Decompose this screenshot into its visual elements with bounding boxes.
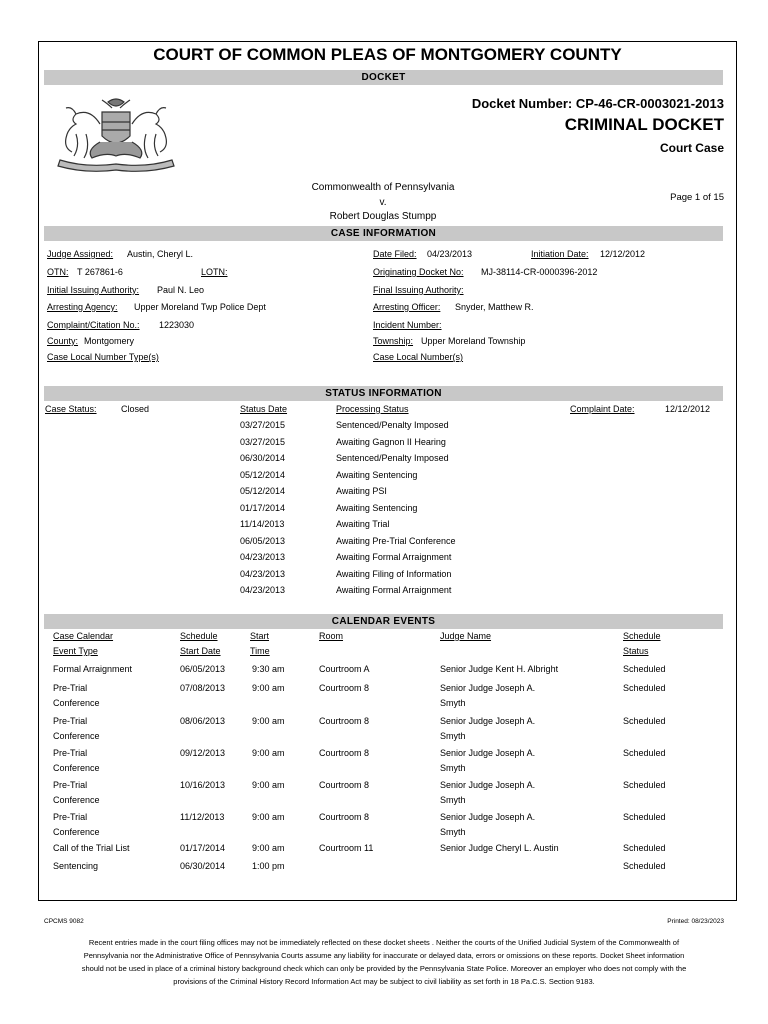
- form-id: CPCMS 9082: [44, 918, 84, 925]
- schedule-start-date: 06/30/2014: [180, 861, 226, 871]
- incident-number-label: Incident Number:: [373, 320, 442, 330]
- township-label: Township:: [373, 336, 414, 346]
- processing-status: Awaiting Sentencing: [336, 502, 418, 513]
- room: Courtroom A: [319, 664, 370, 674]
- judge-name: Senior Judge Joseph A.: [440, 812, 536, 822]
- header-start-1: Start: [250, 631, 270, 641]
- arresting-agency-label: Arresting Agency:: [47, 302, 118, 312]
- judge-name-continued: Smyth: [440, 698, 466, 708]
- start-time: 9:00 am: [252, 780, 285, 790]
- local-numbers-label: Case Local Number(s): [373, 352, 464, 362]
- event-type: Pre-Trial: [53, 716, 88, 726]
- judge-name: Senior Judge Joseph A.: [440, 716, 536, 726]
- disclaimer: Recent entries made in the court filing offices may not be immediately reflected on these docket sheets . Neither the courts of the Unified Judicial System of the Commonwealth of Pennsylvania nor the Administrative Office of Pennsylvania Courts assume any liability for inaccurate or delayed data, errors or omissions on these reports. Docket Sheet information should not be used in place of a criminal history background check which can only be provided by the Pennsylvania State Police. Moreover an employer who does not comply with the provisions of the Criminal History Record Information Act may be subject to civil liability as set forth in 18 Pa.C.S. Section 9183.: [81, 938, 687, 986]
- case-status-value: Closed: [121, 404, 150, 414]
- event-type-continued: Conference: [53, 827, 100, 837]
- arresting-agency-value: Upper Moreland Twp Police Dept: [134, 302, 266, 312]
- lotn-label: LOTN:: [201, 267, 228, 277]
- judge-name: Senior Judge Joseph A.: [440, 748, 536, 758]
- complaint-value: 1223030: [159, 320, 195, 330]
- header-status-1: Schedule: [623, 631, 661, 641]
- schedule-start-date: 10/16/2013: [180, 780, 226, 790]
- schedule-status: Scheduled: [623, 716, 666, 726]
- header-schedule-1: Schedule: [180, 631, 218, 641]
- start-time: 9:00 am: [252, 716, 285, 726]
- status-date: 03/27/2015: [240, 420, 286, 430]
- status-date: 05/12/2014: [240, 469, 286, 480]
- status-date: 04/23/2013: [240, 568, 286, 579]
- judge-value: Austin, Cheryl L.: [127, 249, 194, 259]
- county-value: Montgomery: [84, 336, 135, 346]
- processing-status: Awaiting Formal Arraignment: [336, 552, 452, 562]
- arresting-officer-label: Arresting Officer:: [373, 302, 441, 312]
- status-date: 05/12/2014: [240, 486, 286, 496]
- court-title: COURT OF COMMON PLEAS OF MONTGOMERY COUNTY: [153, 45, 622, 64]
- header-event-type-1: Case Calendar: [53, 631, 114, 641]
- processing-status: Awaiting Formal Arraignment: [336, 585, 452, 595]
- initiation-date-value: 12/12/2012: [600, 249, 646, 259]
- date-filed-label: Date Filed:: [373, 249, 417, 259]
- status-date: 03/27/2015: [240, 436, 286, 447]
- start-time: 9:00 am: [252, 843, 285, 853]
- calendar-events-bar: CALENDAR EVENTS: [44, 614, 723, 629]
- processing-status-header: Processing Status: [336, 404, 409, 414]
- docket-bar: DOCKET: [44, 70, 723, 85]
- date-filed-value: 04/23/2013: [427, 249, 473, 259]
- event-type: Pre-Trial: [53, 683, 88, 693]
- status-date: 06/30/2014: [240, 453, 286, 463]
- event-type: Formal Arraignment: [53, 664, 133, 674]
- status-date: 06/05/2013: [240, 535, 286, 546]
- complaint-date-value: 12/12/2012: [665, 404, 711, 414]
- event-type: Pre-Trial: [53, 748, 88, 758]
- event-type: Pre-Trial: [53, 780, 88, 790]
- printed-date: Printed: 08/23/2023: [667, 918, 724, 925]
- event-type-continued: Conference: [53, 795, 100, 805]
- caption-defendant: Robert Douglas Stumpp: [329, 211, 437, 222]
- initial-authority-value: Paul N. Leo: [157, 285, 205, 295]
- status-information-bar: STATUS INFORMATION: [44, 386, 723, 401]
- room: Courtroom 8: [319, 780, 370, 790]
- start-time: 9:00 am: [252, 812, 285, 822]
- final-authority-label: Final Issuing Authority:: [373, 285, 464, 295]
- status-date: 01/17/2014: [240, 502, 286, 513]
- schedule-status: Scheduled: [623, 812, 666, 822]
- event-type: Call of the Trial List: [53, 843, 130, 853]
- complaint-label: Complaint/Citation No.:: [47, 320, 140, 330]
- header-schedule-2: Start Date: [180, 646, 221, 656]
- judge-name: Senior Judge Joseph A.: [440, 683, 536, 693]
- start-time: 9:00 am: [252, 748, 285, 758]
- initiation-date-label: Initiation Date:: [531, 249, 589, 259]
- local-number-type-label: Case Local Number Type(s): [47, 352, 159, 362]
- county-label: County:: [47, 336, 79, 346]
- judge-name-continued: Smyth: [440, 763, 466, 773]
- page-number: Page 1 of 15: [670, 192, 724, 203]
- complaint-date-label: Complaint Date:: [570, 404, 635, 414]
- event-type-continued: Conference: [53, 763, 100, 773]
- processing-status: Sentenced/Penalty Imposed: [336, 453, 449, 463]
- event-type: Pre-Trial: [53, 812, 88, 822]
- status-date: 11/14/2013: [240, 519, 285, 529]
- room: Courtroom 8: [319, 683, 370, 693]
- case-status-label: Case Status:: [45, 404, 97, 414]
- schedule-start-date: 08/06/2013: [180, 716, 226, 726]
- processing-status: Sentenced/Penalty Imposed: [336, 420, 449, 430]
- event-type-continued: Conference: [53, 698, 100, 708]
- originating-docket-label: Originating Docket No:: [373, 267, 464, 277]
- processing-status: Awaiting Sentencing: [336, 469, 418, 480]
- status-date-header: Status Date: [240, 404, 288, 414]
- schedule-status: Scheduled: [623, 780, 666, 790]
- status-date: 04/23/2013: [240, 552, 286, 562]
- status-date: 04/23/2013: [240, 585, 286, 595]
- pennsylvania-seal-icon: [46, 94, 186, 174]
- header-judge-name: Judge Name: [440, 631, 492, 641]
- room: Courtroom 8: [319, 812, 370, 822]
- schedule-status: Scheduled: [623, 843, 666, 853]
- judge-name-continued: Smyth: [440, 731, 466, 741]
- schedule-status: Scheduled: [623, 861, 666, 871]
- header-event-type-2: Event Type: [53, 646, 98, 656]
- header-start-2: Time: [250, 646, 270, 656]
- judge-name: Senior Judge Kent H. Albright: [440, 664, 559, 674]
- schedule-start-date: 09/12/2013: [180, 748, 226, 758]
- township-value: Upper Moreland Township: [421, 336, 526, 346]
- arresting-officer-value: Snyder, Matthew R.: [455, 302, 534, 312]
- docket-number: Docket Number: CP-46-CR-0003021-2013: [471, 96, 724, 111]
- schedule-status: Scheduled: [623, 683, 666, 693]
- schedule-start-date: 07/08/2013: [180, 683, 226, 693]
- judge-name: Senior Judge Joseph A.: [440, 780, 536, 790]
- header-status-2: Status: [623, 646, 649, 656]
- judge-name: Senior Judge Cheryl L. Austin: [440, 843, 559, 853]
- start-time: 9:30 am: [252, 664, 285, 674]
- schedule-start-date: 06/05/2013: [180, 664, 226, 674]
- start-time: 1:00 pm: [252, 861, 285, 871]
- schedule-start-date: 01/17/2014: [180, 843, 226, 853]
- room: Courtroom 11: [319, 843, 374, 853]
- docket-type: CRIMINAL DOCKET: [564, 115, 724, 134]
- schedule-status: Scheduled: [623, 748, 666, 758]
- otn-value: T 267861-6: [77, 267, 123, 277]
- header-room: Room: [319, 631, 344, 641]
- processing-status: Awaiting Trial: [336, 519, 390, 529]
- processing-status: Awaiting Pre-Trial Conference: [336, 535, 456, 546]
- caption-plaintiff: Commonwealth of Pennsylvania: [311, 182, 455, 193]
- schedule-status: Scheduled: [623, 664, 666, 674]
- room: Courtroom 8: [319, 716, 370, 726]
- initial-authority-label: Initial Issuing Authority:: [47, 285, 140, 295]
- processing-status: Awaiting PSI: [336, 486, 387, 496]
- judge-name-continued: Smyth: [440, 827, 466, 837]
- start-time: 9:00 am: [252, 683, 285, 693]
- judge-name-continued: Smyth: [440, 795, 466, 805]
- case-information-bar: CASE INFORMATION: [44, 226, 723, 241]
- event-type: Sentencing: [53, 861, 99, 871]
- originating-docket-value: MJ-38114-CR-0000396-2012: [481, 267, 598, 277]
- room: Courtroom 8: [319, 748, 370, 758]
- schedule-start-date: 11/12/2013: [180, 812, 225, 822]
- event-type-continued: Conference: [53, 731, 100, 741]
- otn-label: OTN:: [47, 267, 69, 277]
- judge-label: Judge Assigned:: [47, 249, 114, 259]
- caption-versus: v.: [379, 197, 387, 208]
- case-kind: Court Case: [659, 141, 724, 155]
- processing-status: Awaiting Filing of Information: [336, 568, 452, 579]
- processing-status: Awaiting Gagnon II Hearing: [336, 436, 446, 447]
